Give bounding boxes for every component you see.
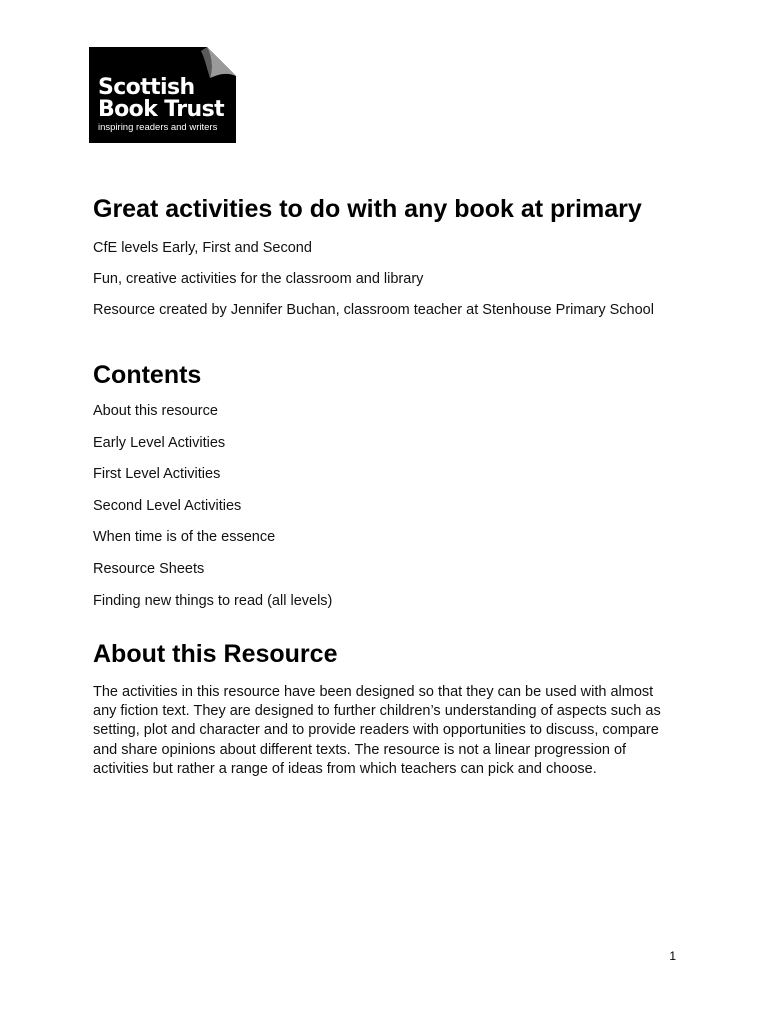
toc-item: When time is of the essence [93,529,276,546]
table-of-contents [93,402,673,611]
page-number: 1 [669,949,676,963]
logo-text [98,77,224,134]
cfe-levels-line: CfE levels Early, First and Second [93,240,312,256]
document-title: Great activities to do with any book at primary [93,195,642,223]
contents-heading: Contents [93,361,202,389]
toc-item: Second Level Activities [93,497,242,514]
toc-item: Resource Sheets [93,560,205,577]
about-paragraph: The activities in this resource have been designed so that they can be used with almost any fiction text. They are designed to further children’s understanding of aspects such as setting, plot and character and to provide readers with opportunities to discuss, compare and share opinions about different texts. The resource is not a linear progression of activities but rather a range of ideas from which teachers can pick and choose. [93,683,661,778]
author-line: Resource created by Jennifer Buchan, classroom teacher at Stenhouse Primary School [93,302,654,318]
logo-line-1: Scottish [98,75,195,100]
toc-item: First Level Activities [93,466,221,483]
scottish-book-trust-logo [89,47,236,143]
toc-item: About this resource [93,403,218,419]
logo-tagline: inspiring readers and writers [98,122,218,133]
logo-line-2: Book Trust [98,97,225,122]
toc-item: Early Level Activities [93,434,226,451]
toc-item: Finding new things to read (all levels) [93,592,333,609]
about-heading: About this Resource [93,639,338,668]
subtitle-line: Fun, creative activities for the classroom and library [93,271,424,287]
document-content [93,192,673,780]
